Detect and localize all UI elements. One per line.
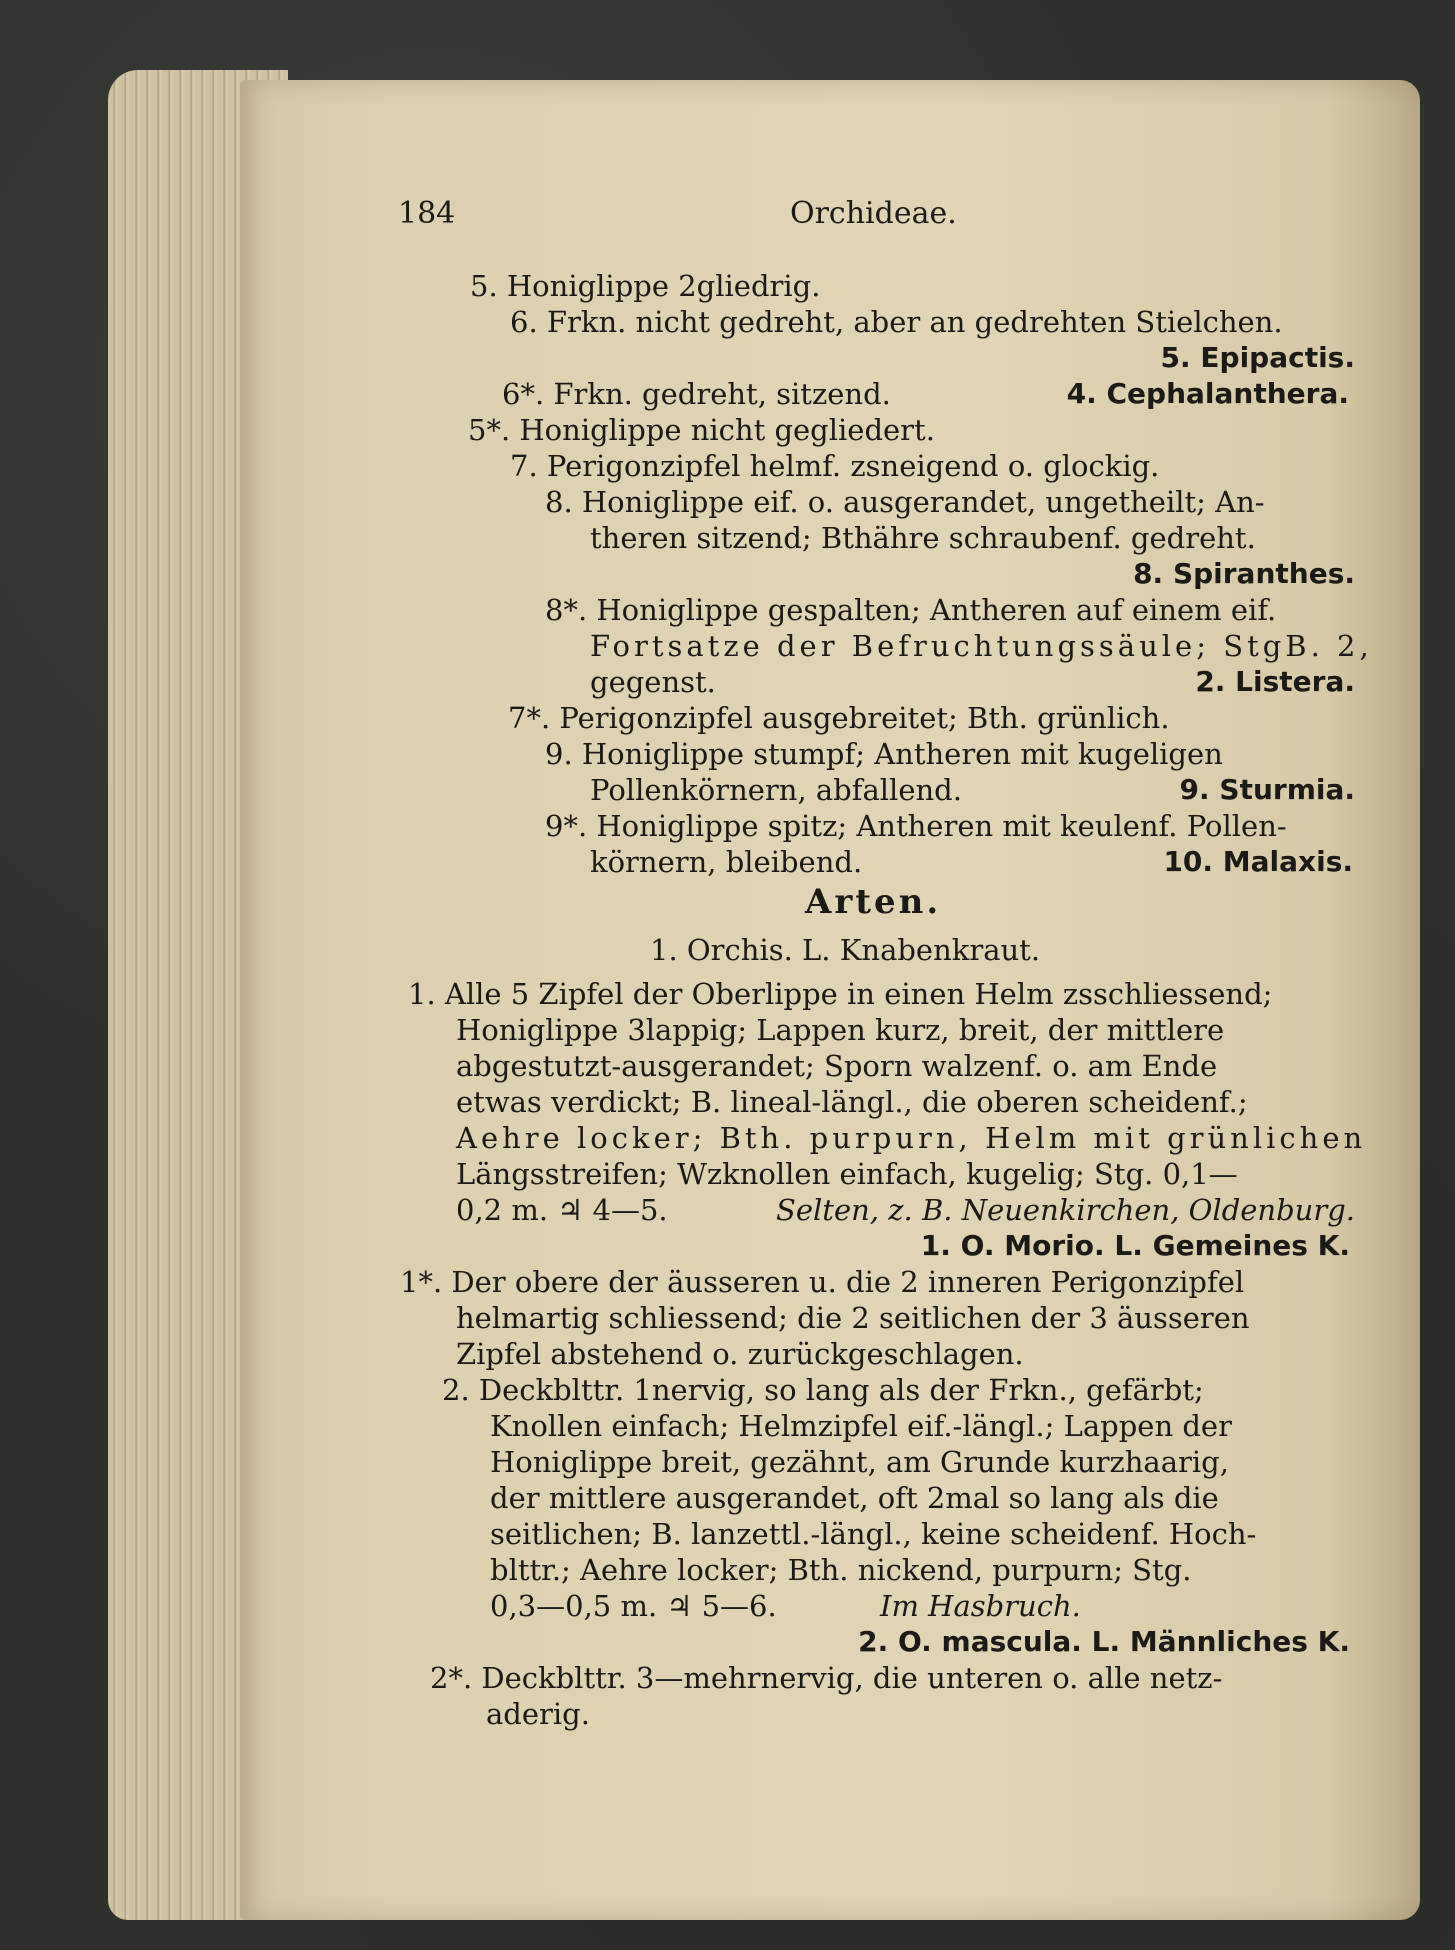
species-line: Knollen einfach; Helmzipfel eif.-längl.; Lappen der [490,1409,1232,1443]
species-line: etwas verdickt; B. lineal-längl., die oberen scheidenf.; [456,1085,1248,1119]
species-line: helmartig schliessend; die 2 seitlichen der 3 äusseren [456,1301,1250,1335]
species-name: 2. O. mascula. L. Männliches K. [858,1625,1350,1658]
key-line: Pollenkörnern, abfallend. [590,773,962,807]
key-line: 5*. Honiglippe nicht gegliedert. [468,413,935,447]
species-line: seitlichen; B. lanzettl.-längl., keine scheidenf. Hoch- [490,1517,1257,1551]
species-name: 1. O. Morio. L. Gemeines K. [920,1229,1350,1262]
species-line: 0,2 m. ♃ 4—5. [456,1193,668,1227]
species-line: abgestutzt-ausgerandet; Sporn walzenf. o. am Ende [456,1049,1218,1083]
key-line: 7*. Perigonzipfel ausgebreitet; Bth. grünlich. [508,701,1170,735]
species-line: Honiglippe breit, gezähnt, am Grunde kurzhaarig, [490,1445,1229,1479]
section-heading: Arten. [805,882,942,922]
species-line: der mittlere ausgerandet, oft 2mal so lang als die [490,1481,1219,1515]
page-number: 184 [398,196,456,231]
genus-result: 2. Listera. [1195,665,1355,698]
genus-result: 5. Epipactis. [1160,341,1355,374]
species-line: aderig. [486,1697,590,1731]
running-title: Orchideae. [790,196,957,231]
genus-result: 10. Malaxis. [1163,845,1353,878]
species-line: Längsstreifen; Wzknollen einfach, kugelig; Stg. 0,1— [456,1157,1238,1191]
key-line: 6. Frkn. nicht gedreht, aber an gedrehten Stielchen. [510,305,1283,339]
species-line: Aehre locker; Bth. purpurn, Helm mit grünlichen [456,1121,1367,1155]
key-line: körnern, bleibend. [590,845,863,879]
key-line: 7. Perigonzipfel helmf. zsneigend o. glockig. [510,449,1160,483]
key-line: 6*. Frkn. gedreht, sitzend. [502,377,891,411]
key-line: Fortsatze der Befruchtungssäule; StgB. 2, [590,629,1373,663]
species-line: 2*. Deckblttr. 3—mehrnervig, die unteren o. alle netz- [430,1661,1223,1695]
key-line: gegenst. [590,665,716,699]
species-line: 1. Alle 5 Zipfel der Oberlippe in einen Helm zsschliessend; [408,977,1273,1011]
genus-result: 8. Spiranthes. [1133,557,1355,590]
genus-result: 4. Cephalanthera. [1066,377,1349,410]
genus-title: 1. Orchis. L. Knabenkraut. [650,933,1041,967]
species-line: blttr.; Aehre locker; Bth. nickend, purpurn; Stg. [490,1553,1192,1587]
habitat-note: Selten, z. B. Neuenkirchen, Oldenburg. [776,1193,1355,1227]
key-line: 5. Honiglippe 2gliedrig. [470,269,821,303]
key-line: 8. Honiglippe eif. o. ausgerandet, ungetheilt; An- [545,485,1265,519]
key-line: 9. Honiglippe stumpf; Antheren mit kugeligen [545,737,1223,771]
genus-result: 9. Sturmia. [1179,773,1355,806]
key-line: theren sitzend; Bthähre schraubenf. gedreht. [590,521,1256,555]
key-line: 8*. Honiglippe gespalten; Antheren auf einem eif. [545,593,1277,627]
species-line: 1*. Der obere der äusseren u. die 2 inneren Perigonzipfel [400,1265,1245,1299]
species-line: 0,3—0,5 m. ♃ 5—6. [490,1589,777,1623]
species-line: Zipfel abstehend o. zurückgeschlagen. [456,1337,1024,1371]
habitat-note: Im Hasbruch. [880,1589,1081,1623]
species-line: Honiglippe 3lappig; Lappen kurz, breit, der mittlere [456,1013,1225,1047]
key-line: 9*. Honiglippe spitz; Antheren mit keulenf. Pollen- [545,809,1287,843]
species-line: 2. Deckblttr. 1nervig, so lang als der Frkn., gefärbt; [442,1373,1204,1407]
